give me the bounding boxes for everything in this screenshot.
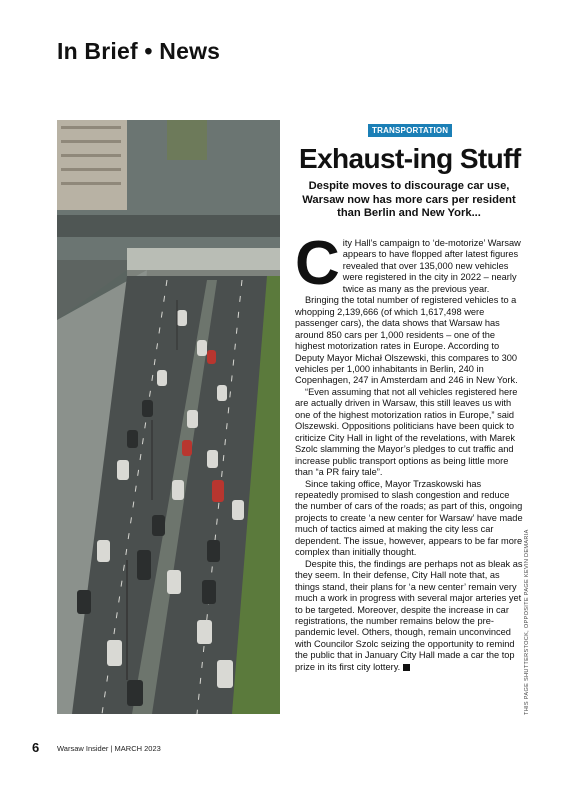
article-paragraph: Bringing the total number of registered vehicles to a whopping 2,139,666 (of which 1,617,498 were passenger cars), the data shows that Warsaw has around 850 cars per 1,000 residents – one of the highest motorization rates in Europe. According to Deputy Mayor Michał Olszewski, this compares to 300 vehicles per 1,000 inhabitants in Berlin, 240 in Copenhagen, 247 in Amsterdam and 246 in New York.	[295, 295, 518, 386]
issue-date: MARCH 2023	[114, 744, 161, 753]
headline: Exhaust-ing Stuff	[299, 143, 521, 174]
paragraph-text: ity Hall’s campaign to ‘de-motorize’ Warsaw appears to have flopped after latest figures revealed that over 135,000 new vehicles were registered in the city in 2022 – nearly twice as many as the previous year.	[342, 238, 521, 294]
article-paragraph: “Even assuming that not all vehicles registered here are actually driven in Warsaw, this still leaves us with one of the highest motorization ratios in Europe,” said Olszewski. Oppositions politicians have been quick to criticize City Hall in light of the revelations, with Marek Szolc slamming the Mayor’s pledges to cut traffic and increase public transport options as being little more than “a PR fairy tale”.	[295, 386, 518, 478]
folio	[57, 744, 161, 753]
traffic-photo	[57, 120, 280, 714]
page-number: 6	[32, 740, 40, 755]
paragraph-text: Despite this, the findings are perhaps not as bleak as they seem. In their defense, City Hall note that, as things stand, their plans for ‘a new center’ remain very much a work in progress with several major arteries yet to be targeted. Moreover, despite the increase in car registrations, the number remains below the pre-pandemic level. Others, though, remain unconvinced with Councilor Szolc seizing the opportunity to remind the public that in January City Hall made a car the top prize in its first city lottery.	[295, 558, 523, 672]
section-header: In Brief • News	[57, 38, 221, 64]
drop-cap: C	[295, 229, 340, 298]
end-mark-icon	[403, 664, 410, 671]
article-paragraph: Since taking office, Mayor Trzaskowski has repeatedly promised to slash congestion and reduce the number of cars of the roads; as part of this, ongoing projects to create ‘a new center for Warsaw’ have made much of tactics aimed at making the city less car dependent. The issue, however, appears to be far more complex than initially thought.	[295, 478, 523, 558]
standfirst: Despite moves to discourage car use, Warsaw now has more cars per resident than Berlin and New York...	[302, 180, 516, 219]
category-tag: TRANSPORTATION	[368, 124, 452, 137]
article-body	[295, 229, 523, 673]
publication-name: Warsaw Insider	[57, 744, 109, 753]
article-paragraph	[295, 229, 523, 298]
article-paragraph	[295, 559, 523, 674]
photo-credit: THIS PAGE SHUTTERSTOCK, OPPOSITE PAGE KEVIN DEMARIA	[524, 529, 530, 715]
folio-separator: |	[108, 744, 115, 753]
